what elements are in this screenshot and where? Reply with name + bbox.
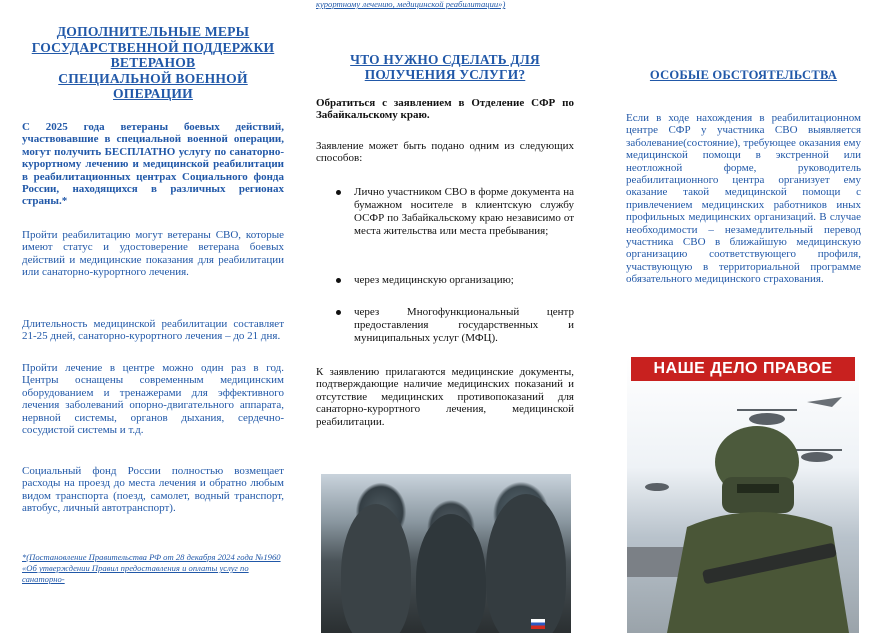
method-text: через Многофункциональный центр предоставления государственных и муниципальных услуг (МФЦ). [354, 306, 574, 344]
intro-paragraph: С 2025 года ветераны боевых действий, участвовавшие в специальной военной операции, могут получить БЕСПЛАТНО услугу по санаторно-курортному лечению и медицинской реабилитации в реабилитационных центрах Социального фонда России, находящихся в различных регионах страны.* [22, 121, 284, 208]
footnote: *(Постановление Правительства РФ от 28 декабря 2024 года №1960 «Об утверждении Правил предоставления и оплаты услуг по санаторно- [22, 552, 281, 584]
title-line: СПЕЦИАЛЬНОЙ ВОЕННОЙ [58, 70, 248, 86]
title-line: ВЕТЕРАНОВ [110, 55, 196, 71]
method-text: Лично участником СВО в форме документа на бумажном носителе в клиентскую службу ОСФР по Забайкальскому краю независимо от места жительства или места пребывания; [354, 186, 574, 237]
duration-paragraph: Длительность медицинской реабилитации составляет 21-25 дней, санаторно-курортного лечения – до 21 дня. [22, 318, 284, 343]
frequency-paragraph: Пройти лечение в центре можно один раз в год. Центры оснащены современным медицинским оборудованием и тренажерами для эффективного лечения заболеваний опорно-двигательного аппарата, нервной системы, органов дыхания, сердечно-сосудистой системы и т.д. [22, 362, 284, 437]
soldier-figure [416, 514, 486, 633]
title-line: ДОПОЛНИТЕЛЬНЫЕ МЕРЫ [56, 24, 250, 39]
method-list-item [316, 274, 574, 287]
methods-intro: Заявление может быть подано одним из следующих способов: [316, 140, 574, 165]
soldiers-photo [321, 474, 571, 633]
how-to-apply-title [316, 53, 574, 82]
apply-heading: Обратиться с заявлением в Отделение СФР по Забайкальскому краю. [316, 97, 574, 122]
special-circumstances-title: ОСОБЫЕ ОБСТОЯТЕЛЬСТВА [649, 68, 838, 82]
bullet-icon [336, 310, 341, 315]
poster-illustration [627, 357, 859, 633]
method-list-item [316, 186, 574, 238]
poster-banner: НАШЕ ДЕЛО ПРАВОЕ [631, 357, 855, 381]
title-line: ЧТО НУЖНО СДЕЛАТЬ ДЛЯ [350, 52, 540, 67]
soldier-figure [341, 504, 411, 633]
attachments-paragraph: К заявлению прилагаются медицинские документы, подтверждающие наличие медицинских показаний и отсутствие медицинских противопоказаний для санаторно-курортного лечения, медицинской реабилитации. [316, 366, 574, 428]
jet-icon [807, 397, 842, 407]
bullet-icon [336, 190, 341, 195]
support-measures-title [22, 24, 284, 102]
column-support-measures [22, 0, 284, 633]
title-line: ПОЛУЧЕНИЯ УСЛУГИ? [364, 66, 526, 82]
soldier-figure [486, 494, 566, 633]
footnote-continued: курортному лечению, медицинской реабилитации») [316, 0, 506, 9]
eyes-icon [737, 484, 779, 493]
poster-image [627, 357, 859, 633]
method-text: через медицинскую организацию; [354, 274, 514, 286]
face-mask-icon [722, 477, 794, 513]
bullet-icon [336, 278, 341, 283]
eligibility-paragraph: Пройти реабилитацию могут ветераны СВО, которые имеют статус и удостоверение ветерана боевых действий и медицинские показания для реабилитации или санаторно-курортного лечения. [22, 229, 284, 279]
title-line: ОПЕРАЦИИ [113, 86, 193, 102]
method-list-item [316, 306, 574, 345]
special-circumstances-body: Если в ходе нахождения в реабилитационном центре СФР у участника СВО выявляется заболевание(состояние), требующее оказания ему медицинской помощи в экстренной или неотложной форме, руководитель реабилитационного центра организует ему оказание такой медицинской помощи с привлечением медицинских работников иных профильных медицинских организаций. В случае необходимости – незамедлительный перевод участника СВО в ближайшую медицинскую организацию соответствующего профиля, участвующую в территориальной программе обязательного медицинского страхования. [626, 112, 861, 286]
travel-paragraph: Социальный фонд России полностью возмещает расходы на проезд до места лечения и обратно любым видом транспорта (поезд, самолет, водный транспорт, автобус, личный автотранспорт). [22, 465, 284, 515]
title-line: ГОСУДАРСТВЕННОЙ ПОДДЕРЖКИ [31, 39, 275, 55]
russian-flag-patch-icon [531, 619, 545, 629]
